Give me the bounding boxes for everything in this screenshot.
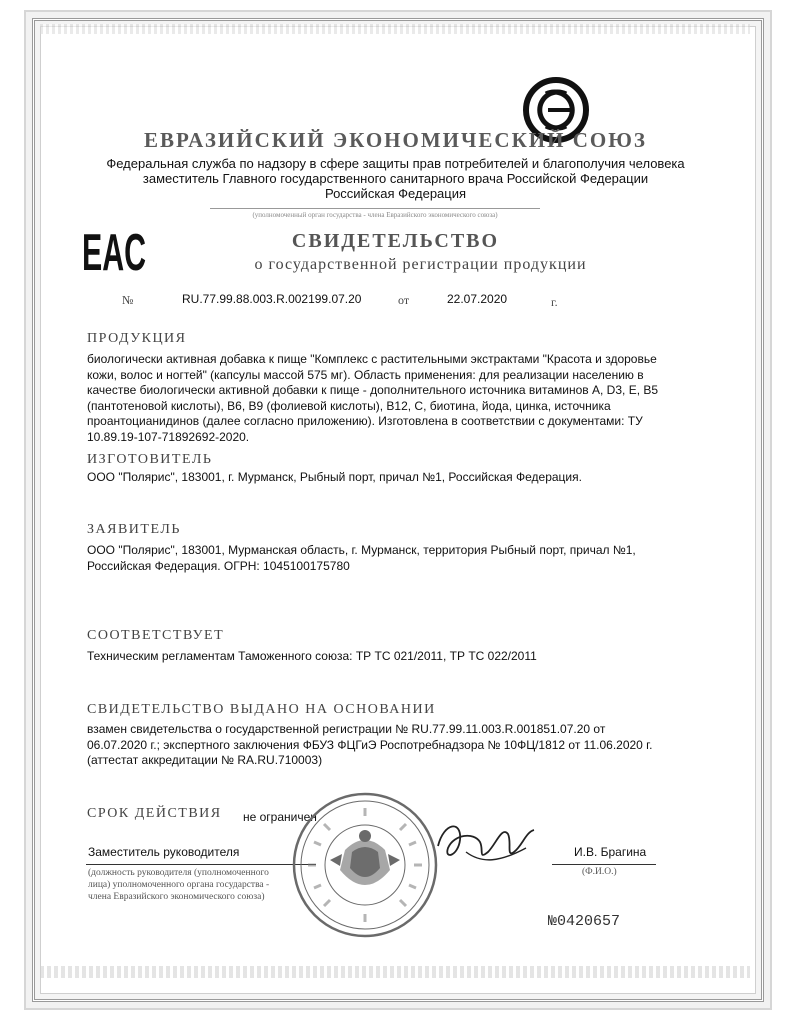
name-caption: (Ф.И.О.) <box>582 867 617 877</box>
agency-line: Федеральная служба по надзору в сфере защиты прав потребителей и благополучия человека <box>106 156 685 171</box>
signatory-position: Заместитель руководителя <box>88 845 240 859</box>
issuing-agency <box>60 156 731 201</box>
number-label: № <box>122 293 134 307</box>
certificate-subtitle: о государственной регистрации продукции <box>254 256 587 273</box>
validity-value: не ограничен <box>243 810 317 824</box>
section-heading-manufacturer: ИЗГОТОВИТЕЛЬ <box>87 452 213 467</box>
eac-logo-text: EAC <box>82 224 146 282</box>
union-title: ЕВРАЗИЙСКИЙ ЭКОНОМИЧЕСКИЙ СОЮЗ <box>144 128 647 152</box>
position-caption-line: (должность руководителя (уполномоченного <box>88 868 269 878</box>
official-seal <box>290 790 440 940</box>
signatory-name: И.В. Брагина <box>574 845 647 859</box>
agency-divider <box>210 208 540 209</box>
product-description: биологически активная добавка к пище "Комплекс с растительными экстрактами "Красота и здоровье кожи, волос и ногтей" (капсулы массой 575 мг). Область применения: для реализации населению в качестве биологически активной добавки к пище - дополнительного источника витаминов А, D3, Е, В5 (пантотеновой кислоты), В6, В9 (фолиевой кислоты), В12, С, биотина, йода, цинка, источника проантоцианидинов (далее согласно приложению). Изготовлена в соответствии с документами: ТУ 10.89.19-107-71892692-2020. <box>87 352 659 444</box>
section-heading-validity: СРОК ДЕЙСТВИЯ <box>87 806 222 821</box>
certificate-title: СВИДЕТЕЛЬСТВО <box>291 230 500 252</box>
position-caption-line: члена Евразийского экономического союза) <box>88 892 265 902</box>
section-heading-applicant: ЗАЯВИТЕЛЬ <box>87 522 181 537</box>
scan-noise-top <box>40 24 750 34</box>
handwritten-signature <box>430 812 540 870</box>
section-heading-basis: СВИДЕТЕЛЬСТВО ВЫДАНО НА ОСНОВАНИИ <box>87 702 436 717</box>
issuance-basis: взамен свидетельства о государственной регистрации № RU.77.99.11.003.R.001851.07.20 от 06.07.2020 г.; экспертного заключения ФБУЗ ФЦГиЭ Роспотребнадзора № 10ФЦ/1812 от 11.06.2020 г. (аттестат аккредитации № RA.RU.710003) <box>87 722 653 767</box>
certificate-date: 22.07.2020 <box>447 292 508 306</box>
position-caption <box>88 867 269 903</box>
position-caption-line: лица) уполномоченного органа государства - <box>88 880 270 890</box>
manufacturer-details: ООО "Полярис", 183001, г. Мурманск, Рыбный порт, причал №1, Российская Федерация. <box>87 470 582 484</box>
agency-line: заместитель Главного государственного санитарного врача Российской Федерации <box>142 171 649 186</box>
section-heading-product: ПРОДУКЦИЯ <box>87 331 187 346</box>
scan-noise-bottom <box>40 966 750 978</box>
agency-caption: (уполномоченный орган государства - члена Евразийского экономического союза) <box>252 211 498 219</box>
name-underline <box>552 864 656 865</box>
section-heading-conforms: СООТВЕТСТВУЕТ <box>87 628 225 643</box>
date-suffix: г. <box>551 295 558 309</box>
applicant-details: ООО "Полярис", 183001, Мурманская область, г. Мурманск, территория Рыбный порт, причал №1, Российская Федерация. ОГРН: 1045100175780 <box>87 543 636 573</box>
position-underline <box>86 864 316 865</box>
certificate-number: RU.77.99.88.003.R.002199.07.20 <box>182 292 362 306</box>
agency-line: Российская Федерация <box>324 186 467 201</box>
conformity-regulations: Техническим регламентам Таможенного союза: ТР ТС 021/2011, ТР ТС 022/2011 <box>87 649 537 663</box>
form-serial-number: №0420657 <box>548 913 621 930</box>
date-label: от <box>398 293 410 307</box>
